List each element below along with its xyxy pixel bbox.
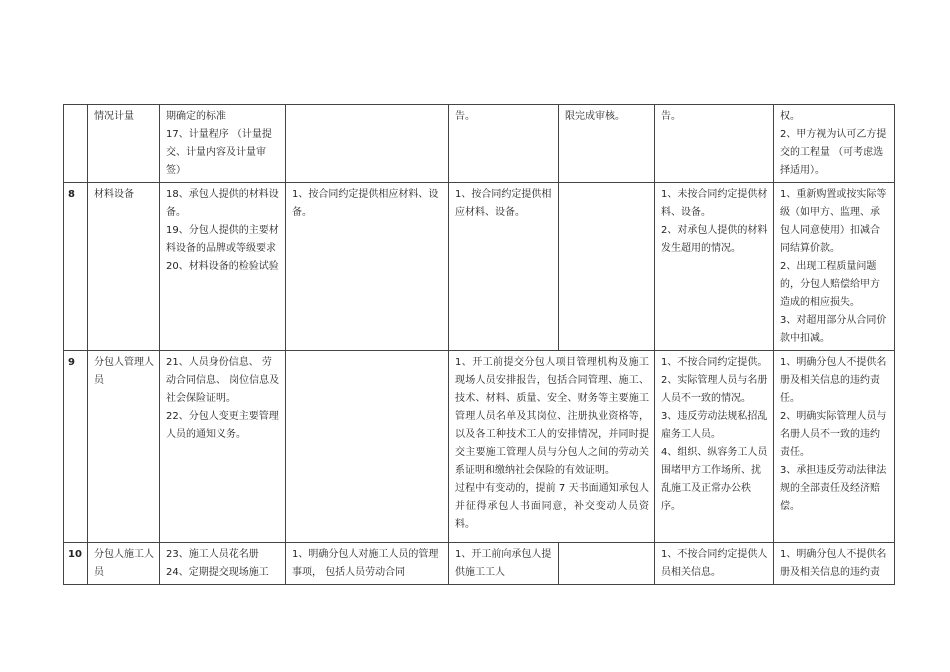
- contract-cell: 1、按合同约定提供相应材料、设备。: [286, 183, 449, 351]
- standard-cell: 18、承包人提供的材料设备。 19、分包人提供的主要材料设备的品牌或等级要求 20、材料设备的检验试验: [160, 183, 286, 351]
- breach-cell: 1、未按合同约定提供材料、设备。 2、对承包人提供的材料发生超用的情况。: [655, 183, 774, 351]
- contract-cell: [286, 351, 449, 543]
- row-number: 8: [64, 183, 88, 351]
- breach-cell: 告。: [655, 105, 774, 183]
- breach-cell: 1、不按合同约定提供人员相关信息。: [655, 543, 774, 585]
- row-number: 10: [64, 543, 88, 585]
- contract-cell: [286, 105, 449, 183]
- table-row: [64, 351, 895, 543]
- liability-cell: 1、重新购置或按实际等级（如甲方、监理、承包人同意使用）扣减合同结算价款。 2、出现工程质量问题的，分包人赔偿给甲方造成的相应损失。 3、对超用部分从合同价款中扣减。: [774, 183, 895, 351]
- item-name: 材料设备: [88, 183, 160, 351]
- liability-cell: 1、明确分包人不提供名册及相关信息的违约责任。 2、明确实际管理人员与名册人员不一致的违约责任。 3、承担违反劳动法律法规的全部责任及经济赔偿。: [774, 351, 895, 543]
- obligation-cell: 告。: [449, 105, 559, 183]
- review-cell: 限完成审核。: [559, 105, 655, 183]
- obligation-cell: 1、开工前向承包人提供施工工人: [449, 543, 559, 585]
- contract-responsibility-table: [63, 104, 895, 585]
- standard-cell: 23、施工人员花名册 24、定期提交现场施工: [160, 543, 286, 585]
- item-name: 情况计量: [88, 105, 160, 183]
- item-name: 分包人施工人员: [88, 543, 160, 585]
- table-row: [64, 543, 895, 585]
- standard-cell: 21、人员身份信息、 劳动合同信息、 岗位信息及社会保险证明。 22、分包人变更主要管理人员的通知义务。: [160, 351, 286, 543]
- review-cell: [559, 543, 655, 585]
- liability-cell: 权。 2、甲方视为认可乙方提交的工程量 （可考虑选择适用）。: [774, 105, 895, 183]
- obligation-cell: 1、开工前提交分包人项目管理机构及施工现场人员安排报告，包括合同管理、施工、技术、材料、质量、安全、财务等主要施工管理人员名单及其岗位、注册执业资格等，以及各工种技术工人的安排情况，并同时提交主要施工管理人员与分包人之间的劳动关系证明和缴纳社会保险的有效证明。 过程中有变动的，提前 7 天书面通知承包人并征得承包人书面同意，补交变动人员资料。: [449, 351, 655, 543]
- standard-cell: 期确定的标准 17、计量程序 （计量提交、计量内容及计量审签）: [160, 105, 286, 183]
- table-row: [64, 105, 895, 183]
- document-sheet: [63, 104, 895, 585]
- table-row: [64, 183, 895, 351]
- liability-cell: 1、明确分包人不提供名册及相关信息的违约责: [774, 543, 895, 585]
- obligation-cell: 1、按合同约定提供相应材料、设备。: [449, 183, 559, 351]
- review-cell: [559, 183, 655, 351]
- contract-cell: 1、明确分包人对施工人员的管理事项， 包括人员劳动合同: [286, 543, 449, 585]
- breach-cell: 1、不按合同约定提供。 2、实际管理人员与名册人员不一致的情况。 3、违反劳动法规私招乱雇务工人员。 4、组织、纵容务工人员围堵甲方工作场所、扰乱施工及正常办公秩序。: [655, 351, 774, 543]
- item-name: 分包人管理人员: [88, 351, 160, 543]
- row-number: [64, 105, 88, 183]
- row-number: 9: [64, 351, 88, 543]
